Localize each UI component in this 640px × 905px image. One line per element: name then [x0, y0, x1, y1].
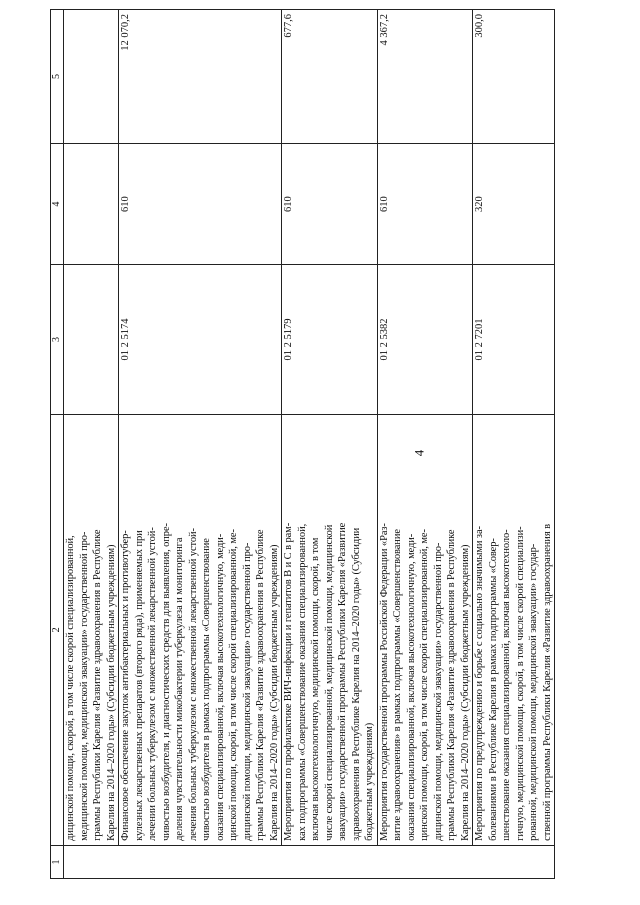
- row-amount: 12 070,2: [119, 10, 282, 144]
- row-description: дицинской помощи, скорой, в том числе скорой специализированной, медицинской помощи, медицинской эвакуации» государственной про- граммы Республики Карелия «Развитие здравоохранения в Республике Карелия на 2014–2020 годы» (Субсидии бюджетным учреждениям): [64, 414, 119, 845]
- table-row: [473, 10, 555, 879]
- row-code: [64, 265, 119, 415]
- row-expense-type: 610: [377, 144, 473, 265]
- row-code: 01 2 5382: [377, 265, 473, 415]
- header-col-2: 2: [51, 414, 64, 845]
- header-col-4: 4: [51, 144, 64, 265]
- row-description: Финансовое обеспечение закупок антибактериальных и противотубер- кулезных лекарственных препаратов (второго ряда), применяемых при лечении больных туберкулезом с множественной лекарственной устой- чивостью возбудителя, и диагностических средств для выявления, опре- деления чувствительности микобактерии туберкулеза и мониторинга лечения больных туберкулезом с множественной лекарственной устой- чивостью возбудителя в рамках подпрограммы «Совершенствование оказания специализированной, включая высокотехнологичную, меди- цинской помощи, скорой, в том числе скорой специализированной, ме- дицинской помощи, медицинской эвакуации» государственной про- граммы Республики Карелия «Развитие здравоохранения в Республике Карелия на 2014–2020 годы» (Субсидии бюджетным учреждениям): [119, 414, 282, 845]
- row-amount: 4 367,2: [377, 10, 473, 144]
- row-description: Мероприятия по профилактике ВИЧ-инфекции и гепатитов В и С в рам- ках подпрограммы «Совершенствование оказания специализированной, включая высокотехнологичную, медицинской помощи, скорой, в том числе скорой специализированной, медицинской помощи, медицинской эвакуации» государственной программы Республики Карелия «Развитие здравоохранения в Республике Карелия на 2014–2020 годы» (Субсидии бюджетным учреждениям): [282, 414, 378, 845]
- budget-table: [50, 9, 555, 879]
- row-code: 01 2 5174: [119, 265, 282, 415]
- row-amount: [64, 10, 119, 144]
- row-description: Мероприятия по предупреждению и борьбе с социально значимыми за- болеваниями в Республике Карелия в рамках подпрограммы «Совер- шенствование оказания специализированной, включая высокотехноло- гичную, медицинской помощи, скорой, в том числе скорой специализи- рованной, медицинской помощи, медицинской эвакуации» государ- ственной программы Республики Карелия «Развитие здравоохранения в: [473, 414, 555, 845]
- row-code: 01 2 5179: [282, 265, 378, 415]
- row-expense-type: 610: [282, 144, 378, 265]
- row-expense-type: 610: [119, 144, 282, 265]
- row-description: Мероприятия государственной программы Российской Федерации «Раз- витие здравоохранения» в рамках подпрограммы «Совершенствование оказания специализированной, включая высокотехнологичную, меди- цинской помощи, скорой, в том числе скорой специализированной, ме- дицинской помощи, медицинской эвакуации» государственной про- граммы Республики Карелия «Развитие здравоохранения в Республике Карелия на 2014–2020 годы» (Субсидии бюджетным учреждениям): [377, 414, 473, 845]
- table-row: [64, 10, 119, 879]
- row-amount: 677,6: [282, 10, 378, 144]
- row-expense-type: [64, 144, 119, 265]
- rotated-page: [50, 9, 612, 879]
- row-expense-type: 320: [473, 144, 555, 265]
- row-code: 01 2 7201: [473, 265, 555, 415]
- header-col-3: 3: [51, 265, 64, 415]
- table-row: [377, 10, 473, 879]
- table-row: [282, 10, 378, 879]
- row-amount: 300,0: [473, 10, 555, 144]
- table-row: [119, 10, 282, 879]
- header-col-5: 5: [51, 10, 64, 144]
- header-col-1: 1: [51, 845, 64, 878]
- page-number: 4: [411, 449, 427, 457]
- col-1-cell: [64, 845, 555, 878]
- table-header-row: [51, 10, 64, 879]
